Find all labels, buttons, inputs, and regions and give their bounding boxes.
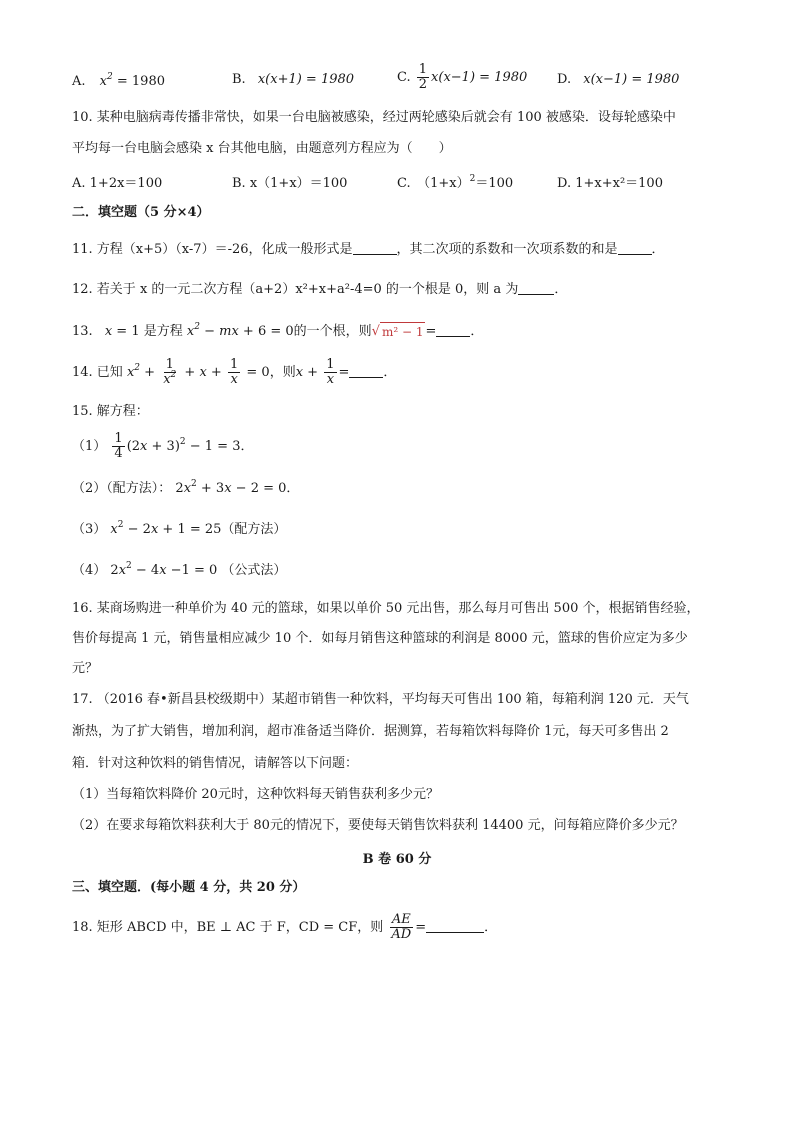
q11-blank-2[interactable]	[618, 242, 652, 255]
q11	[72, 241, 665, 259]
q13-end: ．	[470, 324, 484, 339]
q13-mid: 的一个根，则	[293, 324, 372, 339]
q15-p3-label: （3）	[72, 522, 107, 537]
q14-end: ．	[383, 365, 397, 380]
q9-b-label: B.	[232, 72, 246, 87]
q15-p2-label: （2）（配方法）：	[72, 481, 172, 496]
q17-line1: 17. （2016 春•新昌县校级期中）某超市销售一种饮料，平均每天可售出 100 箱，每箱利润 120 元．天气	[72, 692, 689, 707]
section2-title: 二．填空题（5 分×4）	[72, 205, 210, 220]
sqrt-expression: √ m² − 1	[371, 324, 424, 339]
q10-line2: 平均每一台电脑会感染 x 台其他电脑，由题意列方程应为（ ）	[72, 141, 452, 156]
q9-option-a: A. $x^2 = 1980$	[72, 72, 165, 89]
q9-option-d	[557, 72, 679, 87]
q9-c-label: C.	[397, 70, 411, 85]
q18-end: ．	[484, 920, 498, 935]
q16-line2: 售价每提高 1 元，销售量相应减少 10 个．如每月销售这种篮球的利润是 8000 元，篮球的售价应定为多少	[72, 631, 688, 646]
q9-option-b	[232, 72, 354, 87]
q12-end: ．	[554, 282, 568, 297]
q11-blank-1[interactable]	[353, 242, 397, 255]
q13-blank[interactable]	[436, 324, 470, 337]
q15-part2: （2）（配方法）： $2x^2 + 3x - 2 = 0$．	[72, 479, 300, 496]
q9-c-eq: x(x−1) = 1980	[431, 70, 528, 85]
q9-d-eq: x(x−1) = 1980	[583, 72, 680, 87]
q10-c-pre: C. （1+x）	[397, 176, 470, 191]
q13-pre: 是方程	[143, 324, 183, 339]
q10-option-d: D. 1+x+x²＝100	[557, 176, 663, 191]
q12-pre: 12. 若关于 x 的一元二次方程（a+2）x²+x+a²-4=0 的一个根是 0，则 a 为	[72, 282, 519, 297]
q15-p4-label: （4）	[72, 563, 107, 578]
q13-num: 13.	[72, 324, 93, 339]
q15-part1: （1） $\frac{1}{4}$ $(2x + 3)^2 - 1 = 3$．	[72, 431, 254, 461]
q15-p4-method: （公式法）	[221, 563, 287, 578]
q9-d-label: D.	[557, 72, 572, 87]
q10-line1: 10. 某种电脑病毒传播非常快，如果一台电脑被感染，经过两轮感染后就会有 100 被感染．设每轮感染中	[72, 110, 676, 125]
q17-sub2: （2）在要求每箱饮料获利大于 80元的情况下，要使每天销售饮料获利 14400 元，问每箱应降价多少元？	[72, 818, 684, 833]
q13-radicand: m² − 1	[380, 322, 426, 341]
q13: 13. x = 1 是方程 $x^2$ − mx + 6 = 0的一个根，则√ m² − 1 = ．	[72, 322, 484, 339]
q11-mid: ，其二次项的系数和一次项系数的和是	[396, 242, 618, 257]
q15-part3: （3） $x^2 - 2x + 1 = 25$（配方法）	[72, 520, 287, 537]
q12	[72, 281, 567, 299]
q9-a-label: A.	[72, 74, 86, 89]
q10-option-b: B. x（1+x）＝100	[232, 176, 348, 191]
q18: 18. 矩形 ABCD 中，BE ⊥ AC 于 F，CD = CF，则 $\frac{AE}{AD}$ = ．	[72, 912, 498, 942]
q10-c-post: ＝100	[475, 176, 514, 191]
q18-pre: 18. 矩形 ABCD 中，BE ⊥ AC 于 F，CD = CF，则	[72, 920, 384, 935]
q17-line3: 箱．针对这种饮料的销售情况，请解答以下问题：	[72, 756, 359, 771]
q10-option-a: A. 1+2x＝100	[72, 176, 163, 191]
q9-option-c: C. $\frac{1}{2}$ x(x−1) = 1980	[397, 62, 528, 92]
q9-b-eq: x(x+1) = 1980	[257, 72, 355, 87]
q14-blank[interactable]	[349, 365, 383, 378]
q18-frac-den: AD	[391, 927, 412, 942]
q15-p3-method: （配方法）	[221, 522, 287, 537]
q15-p1-label: （1）	[72, 439, 107, 454]
section3-title: 三、填空题．(每小题 4 分，共 20 分）	[72, 880, 306, 895]
q15-part4: （4） $2x^2 - 4x -1 = 0$ （公式法）	[72, 561, 287, 578]
q18-frac-num: AE	[391, 912, 411, 927]
b-paper-title: B 卷 60 分	[362, 852, 432, 867]
q15-title: 15. 解方程：	[72, 404, 149, 419]
q16-line1: 16. 某商场购进一种单价为 40 元的篮球，如果以单价 50 元出售，那么每月可售出 500 个，根据销售经验，	[72, 601, 700, 616]
q14: 14. 已知 $x^2$ + $\frac{1}{x^2}$ + x + $\frac{1}{x}$ = 0，则x + $\frac{1}{x}$ = ．	[72, 357, 397, 387]
q9-a-eq: = 1980	[116, 74, 165, 89]
q10-option-c: C. $(1+x)^2=100$	[397, 174, 514, 191]
q11-pre: 11. 方程（x+5）（x-7）＝-26，化成一般形式是	[72, 242, 353, 257]
q14-mid: ，则	[269, 365, 296, 380]
q17-line2: 渐热，为了扩大销售，增加利润，超市准备适当降价．据测算，若每箱饮料每降价 1元，每天可多售出 2	[72, 724, 669, 739]
q11-end: ．	[651, 242, 665, 257]
q16-line3: 元？	[72, 661, 99, 676]
q18-blank[interactable]	[426, 920, 484, 933]
q12-blank[interactable]	[518, 282, 554, 295]
q17-sub1: （1）当每箱饮料降价 20元时，这种饮料每天销售获利多少元？	[72, 787, 439, 802]
q14-pre: 14. 已知	[72, 365, 123, 380]
